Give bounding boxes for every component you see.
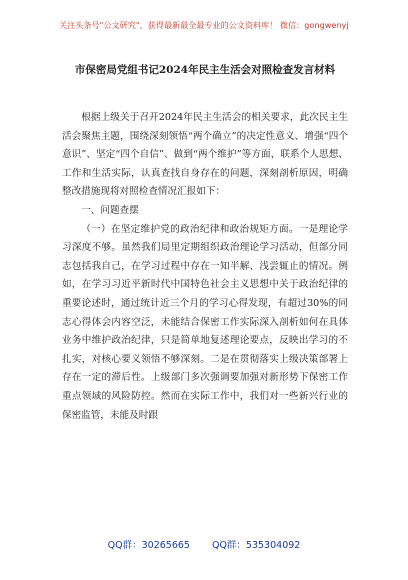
footer-qq-group-1: QQ群：30265665: [107, 540, 190, 551]
document-title: 市保密局党组书记2024年民主生活会对照检查发言材料: [74, 64, 336, 76]
document-body: [62, 109, 348, 425]
body-paragraph: （一）在坚定维护党的政治纪律和政治规矩方面。一是理论学习深度不够。虽然我们局里定期组织政治理论学习活动，但部分同志包括我自己，在学习过程中存在一知半解、浅尝辄止的情况。例如，在学习习近平新时代中国特色社会主义思想中关于政治纪律的重要论述时，通过统计近三个月的学习心得发现，有超过30%的同志心得体会内容空泛，未能结合保密工作实际深入剖析如何在具体业务中维护政治纪律，只是简单地复述理论要点，反映出学习的不扎实，对核心要义领悟不够深刻。二是在贯彻落实上级决策部署上存在一定的滞后性。上级部门多次强调要加强对新形势下保密工作重点领域的风险防控。然而在实际工作中，我们对一些新兴行业的保密监管，未能及时跟: [62, 223, 348, 421]
footer-qq-group-2: QQ群：535304092: [211, 540, 301, 551]
section-heading: 一、问题查摆: [81, 204, 139, 216]
header-promo-note: 关注头条号"公文研究"，获得最新最全最专业的公文资料库！ 微信：gongwenyj: [59, 21, 349, 30]
intro-paragraph: 根据上级关于召开2024年民主生活会的相关要求，此次民主生活会聚焦主题，围绕深刻领悟“两个确立”的决定性意义、增强“四个意识”、坚定“四个自信”、做到“两个维护”等方面，联系个人思想、工作和生活实际，认真查找自身存在的问题，深刻剖析原因，明确整改措施现将对照检查情况汇报如下：: [62, 112, 348, 198]
footer-contacts: [0, 537, 408, 551]
document-page: [62, 62, 348, 425]
